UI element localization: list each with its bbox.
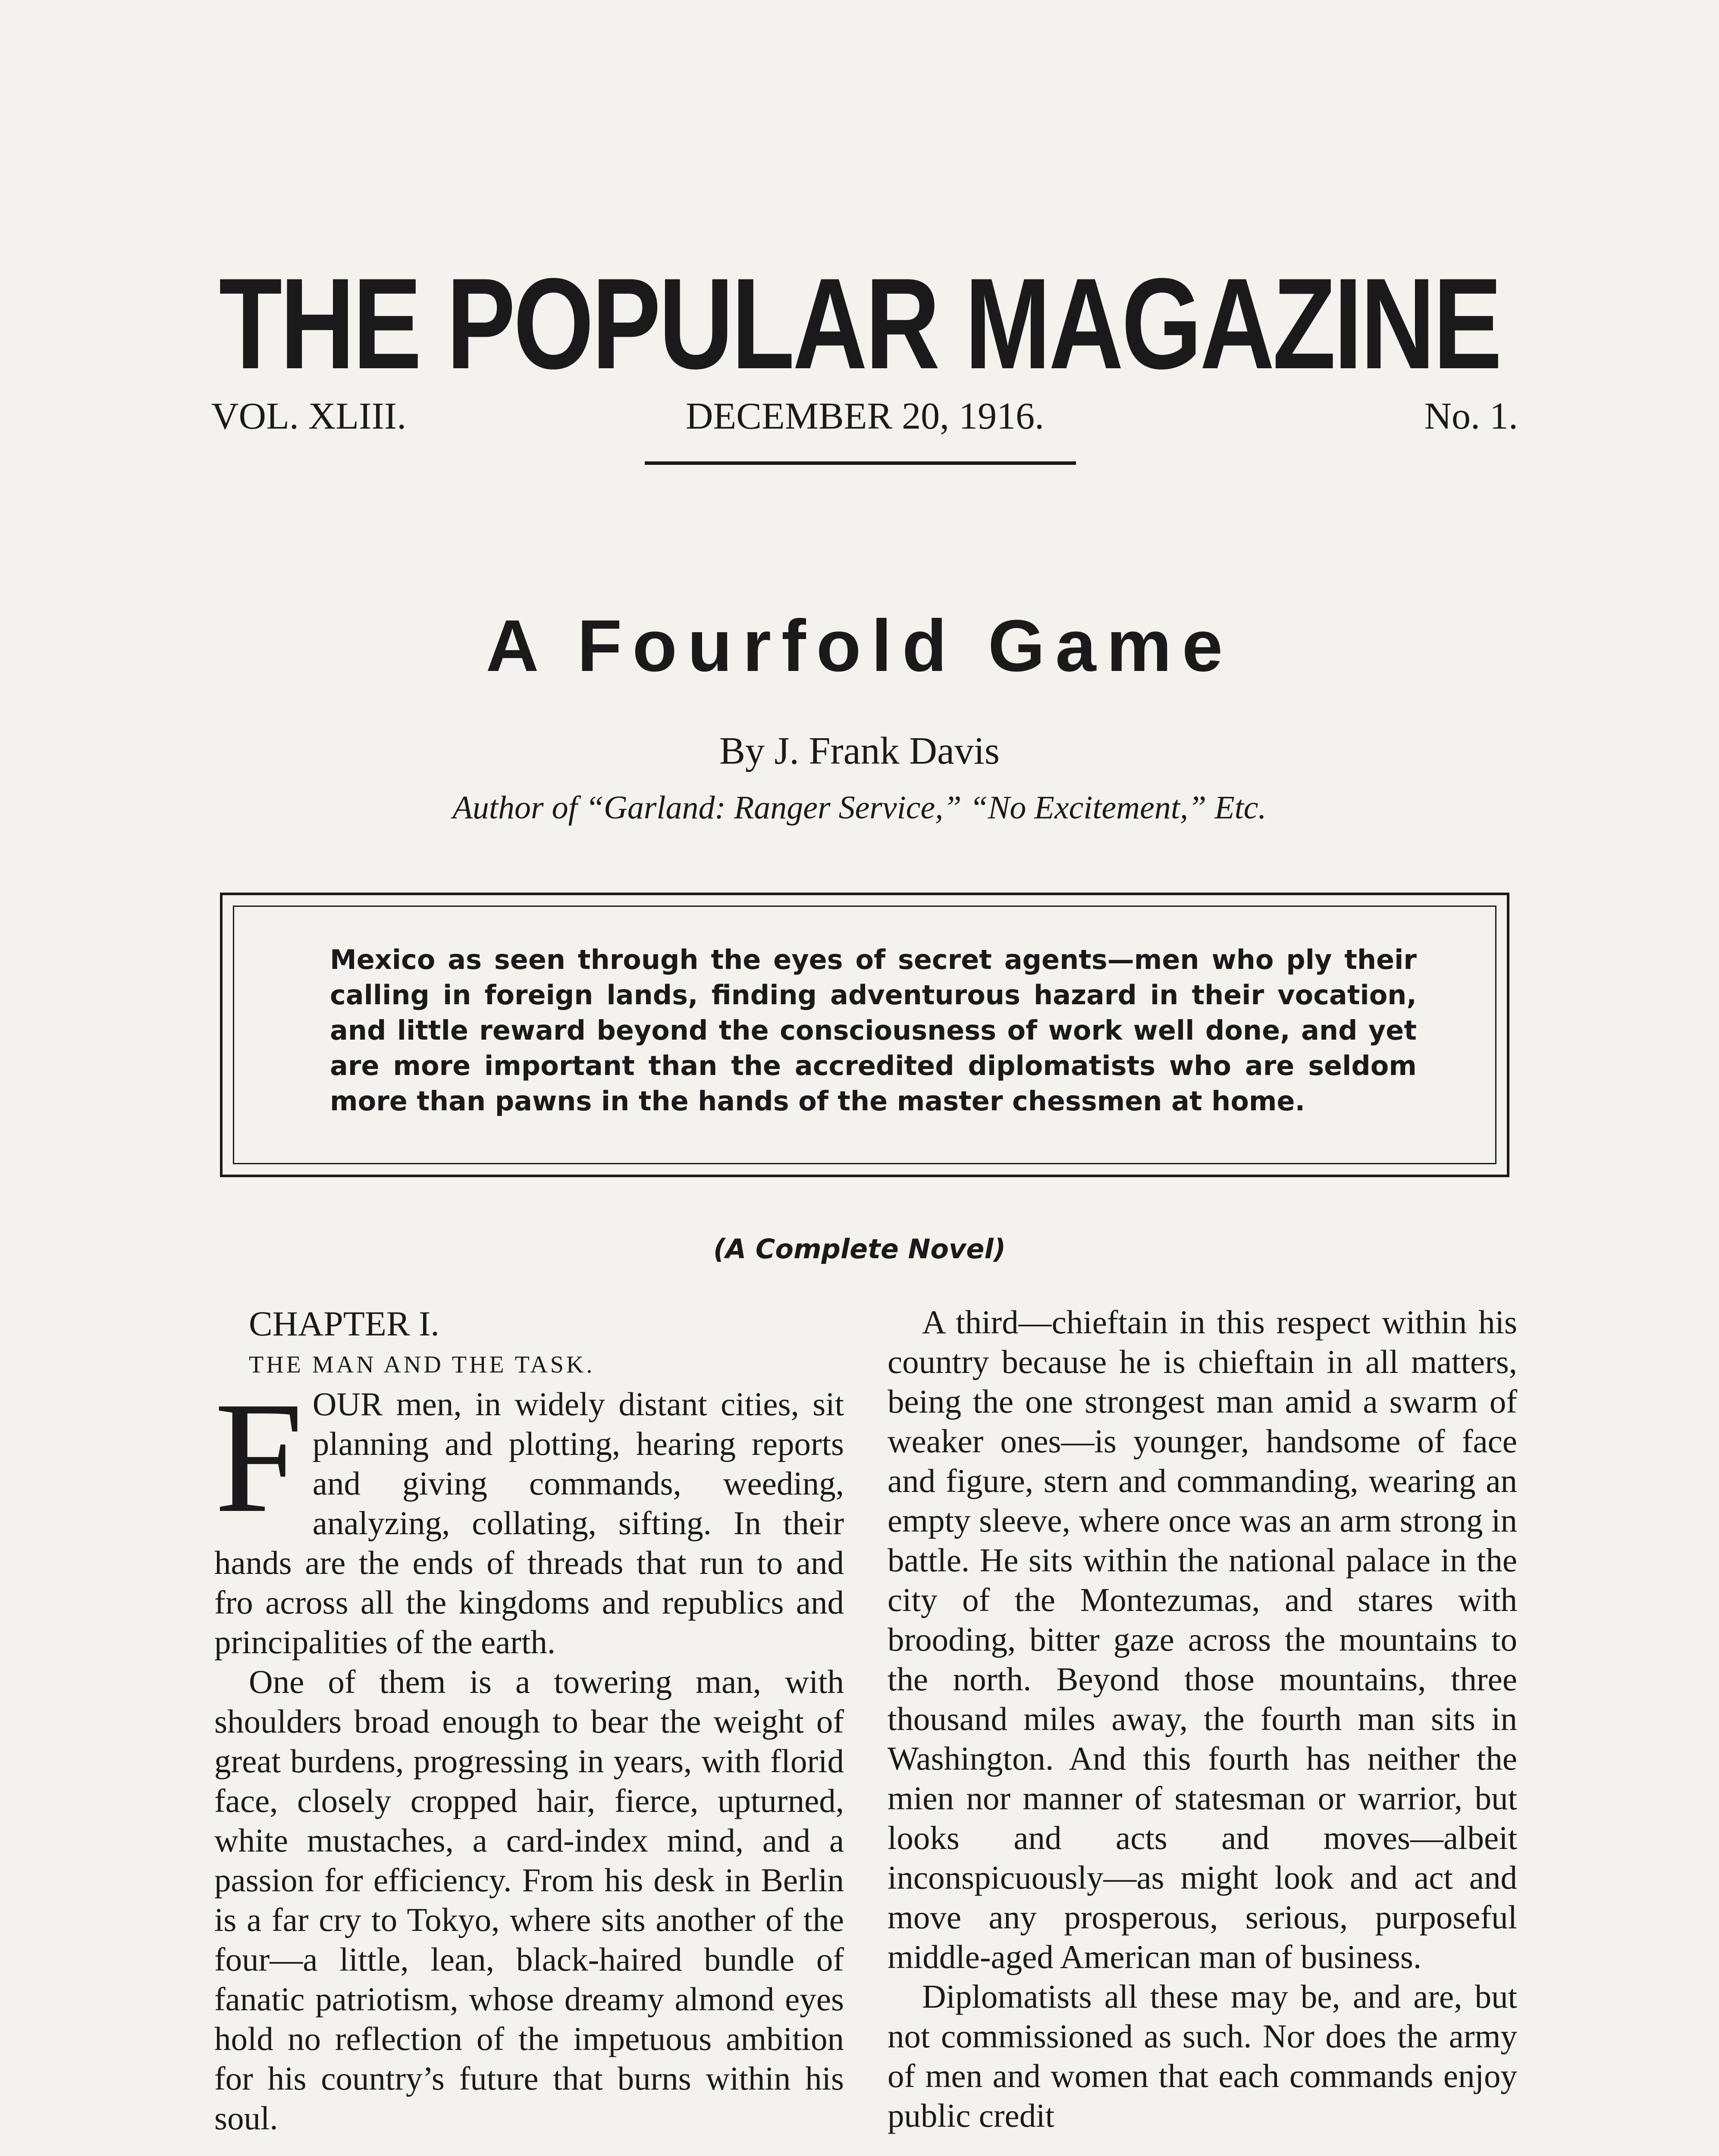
- issue-number: No. 1.: [1424, 395, 1518, 437]
- opening-paragraph: [214, 1369, 844, 1662]
- author-credits: Author of “Garland: Ranger Service,” “No Excitement,” Etc.: [452, 790, 1267, 826]
- drop-cap: F: [214, 1369, 303, 1546]
- opening-paragraph-text: OUR men, in widely distant cities, sit planning and plotting, hearing reports and giving commands, weeding, analyzing, collating, sifting. In their hands are the ends of threads that run to and fro across all the kingdoms and republics and principalities of the earth.: [214, 1385, 844, 1661]
- paragraph: One of them is a towering man, with shoulders broad enough to bear the weight of great burdens, progressing in years, with florid face, closely cropped hair, fierce, upturned, white mustaches, a card-index mind, and a passion for efficiency. From his desk in Berlin is a far cry to Tokyo, where sits another of the four—a little, lean, black-haired bundle of fanatic patriotism, whose dreamy almond eyes hold no reflection of the impetuous ambition for his country’s future that burns within his soul.: [214, 1663, 844, 2137]
- story-title: A Fourfold Game: [486, 605, 1233, 687]
- chapter-subheading: THE MAN AND THE TASK.: [249, 1351, 595, 1378]
- paragraph: A third—chieftain in this respect within his country because he is chieftain in all matters, being the one strongest man amid a swarm of weaker ones—is younger, handsome of face and figure, stern and commanding, wearing an empty sleeve, where once was an arm strong in battle. He sits within the national palace in the city of the Montezumas, and stares with brooding, bitter gaze across the mountains to the north. Beyond those mountains, three thousand miles away, the fourth man sits in Washington. And this fourth has neither the mien nor manner of statesman or warrior, but looks and acts and moves—albeit inconspicuously—as might look and act and move any prosperous, serious, purposeful middle-aged American man of business.: [888, 1304, 1517, 1975]
- blurb-box: [220, 893, 1509, 1177]
- issue-date: DECEMBER 20, 1916.: [686, 395, 1045, 437]
- issue-line: [211, 395, 1518, 442]
- text-column-left: [214, 1302, 844, 2138]
- story-blurb: Mexico as seen through the eyes of secret agents—men who ply their calling in foreign lands, finding adventurous hazard in their vocation, and little reward beyond the consciousness of work well done, and yet are more important than the accredited diplomatists who are seldom more than pawns in the hands of the master chessmen at home.: [330, 944, 1417, 1117]
- chapter-heading: CHAPTER I.: [249, 1304, 439, 1343]
- masthead-rule: [645, 461, 1076, 465]
- novel-label: (A Complete Novel): [713, 1233, 1006, 1265]
- volume-label: VOL. XLIII.: [211, 395, 407, 437]
- masthead-title: THE POPULAR MAGAZINE: [219, 251, 1500, 396]
- text-column-right: [888, 1302, 1517, 2135]
- story-byline: By J. Frank Davis: [719, 730, 1000, 772]
- paragraph: Diplomatists all these may be, and are, but not commissioned as such. Nor does the army of men and women that each commands enjoy public credit: [888, 1978, 1517, 2134]
